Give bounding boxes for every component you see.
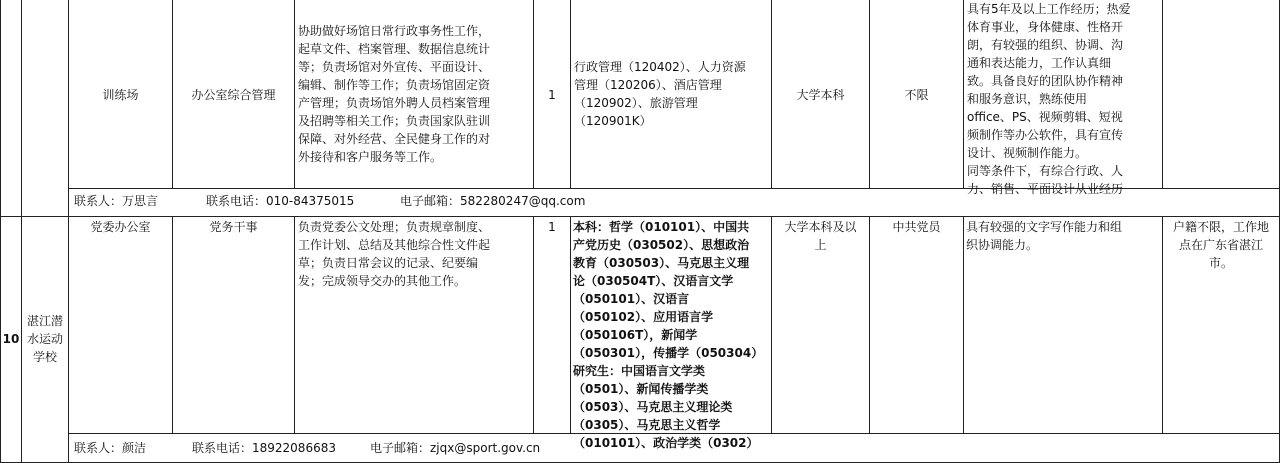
grid-line	[172, 216, 173, 433]
contact-phone: 联系电话：010-84375015	[206, 194, 355, 208]
grid-line	[0, 216, 1280, 217]
grid-line	[294, 216, 295, 433]
grid-line	[0, 0, 1, 463]
contact-phone: 联系电话：18922086683	[192, 441, 336, 455]
grid-line	[570, 0, 571, 188]
contact-person: 联系人：万思言	[74, 194, 159, 208]
grid-line	[1162, 0, 1163, 188]
count-cell: 1	[548, 220, 556, 234]
other-cell: 户籍不限，工作地 点在广东省湛江 市。	[1172, 220, 1269, 270]
major-cell: 行政管理（120402）、人力资源 管理（120206）、酒店管理 （120902）、旅游管理 （120901K）	[574, 60, 746, 128]
duty-cell: 协助做好场馆日常行政事务性工作， 起草文件、档案管理、数据信息统计 等；负责场馆对外宣传、平面设计、 编辑、制作等工作；负责场馆固定资 产管理；负责场馆外聘人员档案管理 及招聘等相关工作；负责国家队驻训 保障、对外经营、全民健身工作的对 外接待和客户服务等工作。	[298, 24, 491, 164]
edu-cell: 大学本科	[796, 88, 845, 102]
politics-cell: 中共党员	[892, 220, 941, 234]
grid-line	[869, 216, 870, 433]
politics-cell: 不限	[904, 88, 929, 102]
dept-cell: 党委办公室	[90, 220, 151, 234]
grid-line	[294, 0, 295, 188]
duty-cell: 负责党委公文处理；负责规章制度、 工作计划、总结及其他综合性文件起 草；负责日常会议的记录、纪要编 发；完成领导交办的其他工作。	[298, 220, 491, 288]
contact-person: 联系人：颜洁	[74, 441, 147, 455]
row-number: 10	[2, 332, 20, 346]
major-cell: 本科：哲学（010101）、中国共 产党历史（030502）、思想政治 教育（030503）、马克思主义理 论（030504T）、汉语言文学 （050101）、汉语言 （050102）、应用语言学 （050106T），新闻学 （050301），传播学（050304） 研究生：中国语言文学类 （0501）、新闻传播学类 （0503）、马克思主义理论类 （0305）、马克思主义哲学 （010101）、政治学类（0302）	[573, 220, 764, 450]
dept-cell: 训练场	[102, 88, 139, 102]
contact-email: 电子邮箱：582280247@qq.com	[400, 194, 586, 208]
grid-line	[963, 0, 964, 188]
unit-cell: 湛江潜 水运动 学校	[26, 314, 63, 364]
count-cell: 1	[548, 88, 556, 102]
grid-line	[21, 0, 22, 463]
grid-line	[533, 216, 534, 433]
contact-email: 电子邮箱：zjqx@sport.gov.cn	[370, 441, 541, 455]
position-cell: 办公室综合管理	[191, 88, 276, 102]
requirement-cell: 具有较强的文字写作能力和组 织协调能力。	[966, 220, 1123, 252]
edu-cell: 大学本科及以 上	[784, 220, 857, 252]
grid-line	[963, 216, 964, 433]
grid-line	[570, 216, 571, 433]
position-cell: 党务干事	[209, 220, 258, 234]
requirement-cell: 具有5年及以上工作经历；热爱 体育事业，身体健康、性格开 朗，有较强的组织、协调、沟 通和表达能力，工作认真细 致。具备良好的团队协作精神 和服务意识，熟练使用 office、PS、视频剪辑、短视 频制作等办公软件，具有宣传 设计、视频制作能力。 同等条件下，有综合行政、人 力、销售、平面设计从业经历	[967, 2, 1131, 196]
